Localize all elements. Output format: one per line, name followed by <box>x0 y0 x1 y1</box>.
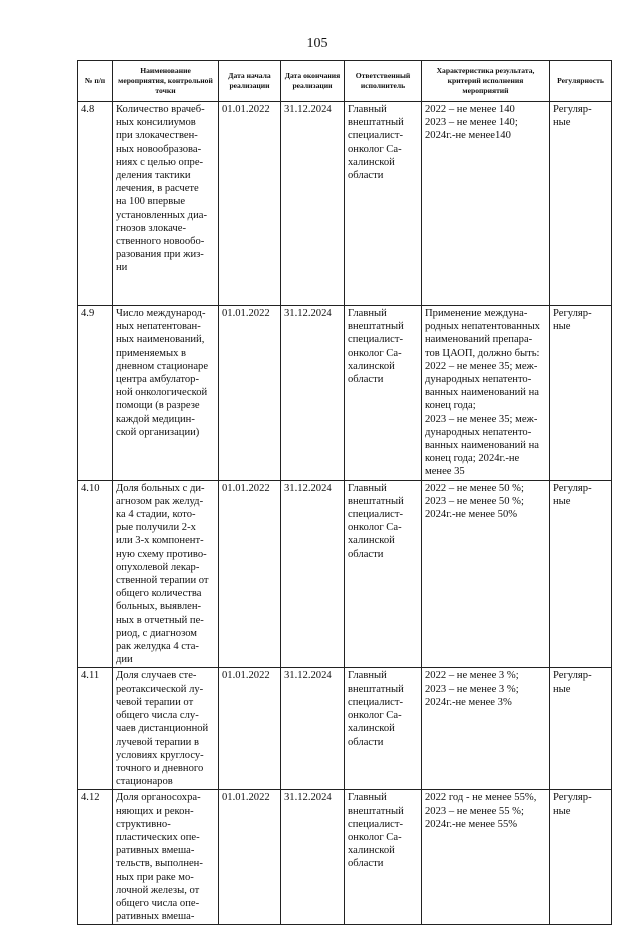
table-row <box>78 668 612 790</box>
row-start-date: 01.01.2022 <box>219 668 281 790</box>
row-regularity: Регуляр- ные <box>550 668 612 790</box>
header-executor: Ответственный исполнитель <box>345 61 422 102</box>
header-result: Характеристика результата, критерий исполнения мероприятий <box>422 61 550 102</box>
row-end-date: 31.12.2024 <box>281 480 345 668</box>
row-activity-name: Число международ- ных непатентован- ных наименований, применяемых в дневном стационаре центра амбулатор- ной онкологической помощи (в разрезе каждой медицин- ской организации) <box>113 306 219 481</box>
row-number: 4.11 <box>78 668 113 790</box>
row-start-date: 01.01.2022 <box>219 102 281 306</box>
row-start-date: 01.01.2022 <box>219 306 281 481</box>
table-row <box>78 102 612 306</box>
row-result: 2022 год - не менее 55%, 2023 – не менее 55 %; 2024г.-не менее 55% <box>422 790 550 925</box>
row-end-date: 31.12.2024 <box>281 790 345 925</box>
row-executor: Главный внештатный специалист- онколог Са- халинской области <box>345 102 422 306</box>
header-number: № п/п <box>78 61 113 102</box>
row-number: 4.8 <box>78 102 113 306</box>
row-result: 2022 – не менее 3 %; 2023 – не менее 3 %; 2024г.-не менее 3% <box>422 668 550 790</box>
row-activity-name: Доля больных с ди- агнозом рак желуд- ка 4 стадии, кото- рые получили 2-х или 3-х компонент- ную схему противо- опухолевой лекар- ственной терапии от общего количества больных, выявлен- ных в отчетный пе- риод, с диагнозом рак желудка 4 ста- дии <box>113 480 219 668</box>
row-regularity: Регуляр- ные <box>550 480 612 668</box>
row-executor: Главный внештатный специалист- онколог Са- халинской области <box>345 480 422 668</box>
header-activity-name: Наименование мероприятия, контрольной точки <box>113 61 219 102</box>
row-start-date: 01.01.2022 <box>219 790 281 925</box>
table-row <box>78 480 612 668</box>
page-number: 105 <box>306 36 328 51</box>
row-end-date: 31.12.2024 <box>281 102 345 306</box>
row-number: 4.12 <box>78 790 113 925</box>
row-regularity: Регуляр- ные <box>550 102 612 306</box>
row-activity-name: Количество врачеб- ных консилиумов при злокачествен- ных новообразова- ниях с целью опре- деления тактики лечения, в расчете на 100 впервые установленных диа- гнозов злокаче- ственного новообо- разования при жиз- ни <box>113 102 219 306</box>
header-end-date: Дата окончания реализации <box>281 61 345 102</box>
row-executor: Главный внештатный специалист- онколог Са- халинской области <box>345 790 422 925</box>
header-regularity: Регулярность <box>550 61 612 102</box>
row-result: 2022 – не менее 140 2023 – не менее 140; 2024г.-не менее140 <box>422 102 550 306</box>
row-executor: Главный внештатный специалист- онколог Са- халинской области <box>345 306 422 481</box>
header-start-date: Дата начала реализации <box>219 61 281 102</box>
table-header-row <box>78 61 612 102</box>
row-start-date: 01.01.2022 <box>219 480 281 668</box>
row-activity-name: Доля органосохра- няющих и рекон- структивно- пластических опе- ративных вмеша- тельств, выполнен- ных при раке мо- лочной железы, от общего числа опе- ративных вмеша- <box>113 790 219 925</box>
row-end-date: 31.12.2024 <box>281 306 345 481</box>
row-number: 4.9 <box>78 306 113 481</box>
row-number: 4.10 <box>78 480 113 668</box>
row-result: 2022 – не менее 50 %; 2023 – не менее 50 %; 2024г.-не менее 50% <box>422 480 550 668</box>
row-result: Применение междуна- родных непатентованных наименований препара- тов ЦАОП, должно быть: 2022 – не менее 35; меж- дународных непатенто- ванных наименований на конец года; 2023 – не менее 35; меж- дународных непатенто- ванных наименований на конец года; 2024г.-не менее 35 <box>422 306 550 481</box>
row-regularity: Регуляр- ные <box>550 790 612 925</box>
row-end-date: 31.12.2024 <box>281 668 345 790</box>
activities-table <box>77 60 612 925</box>
row-activity-name: Доля случаев сте- реотаксической лу- чевой терапии от общего числа слу- чаев дистанционной лучевой терапии в условиях круглосу- точного и дневного стационаров <box>113 668 219 790</box>
table-row <box>78 306 612 481</box>
row-regularity: Регуляр- ные <box>550 306 612 481</box>
row-executor: Главный внештатный специалист- онколог Са- халинской области <box>345 668 422 790</box>
